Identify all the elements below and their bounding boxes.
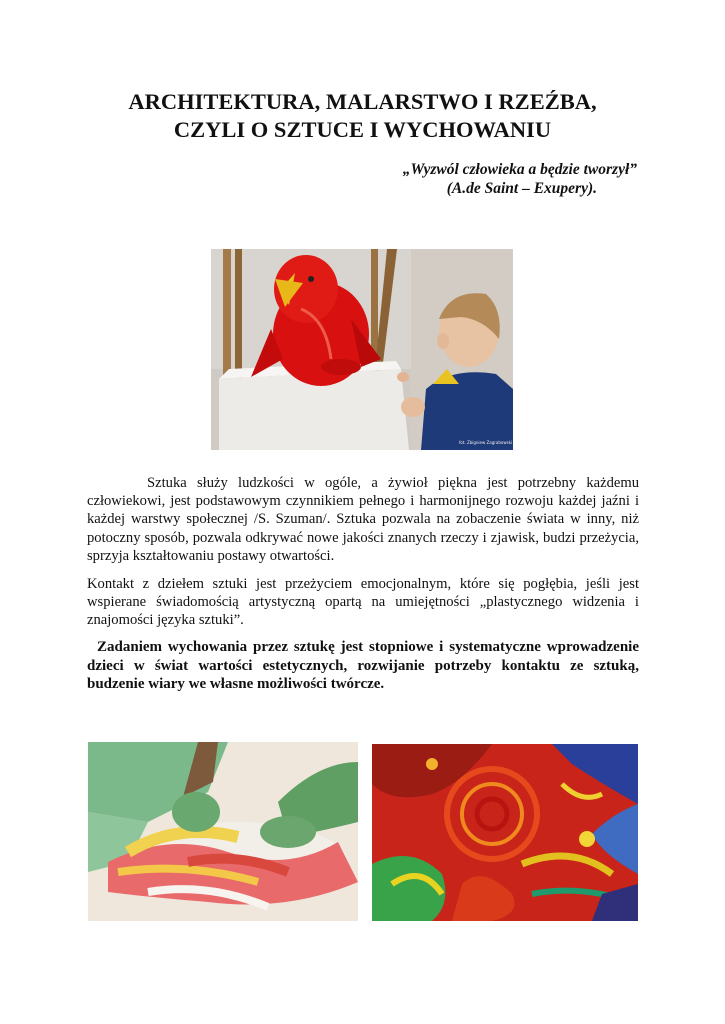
photo-finger-painting-image <box>88 742 358 921</box>
photo-abstract-painting <box>372 744 638 921</box>
quote-text: „Wyzwól człowieka a będzie tworzył” <box>402 161 637 178</box>
epigraph-quote <box>403 160 637 198</box>
paragraph-2: Kontakt z dziełem sztuki jest przeżyciem emocjonalnym, które się pogłębia, jeśli jest wspierane świadomością artystyczną opartą na umiejętności „plastycznego widzenia i znajomości języka sztuki”. <box>87 576 639 629</box>
quote-author: (A.de Saint – Exupery). <box>446 180 597 197</box>
paragraph-1: Sztuka służy ludzkości w ogóle, a żywioł piękna jest potrzebny każdemu człowiekowi, jest podstawowym czynnikiem pełnego i harmonijnego rozwoju każdej jaźni i każdej warstwy społecznej /S. Szuman/. Sztuka pozwala na zobaczenie świata w inny, niż potoczny sposób, pozwala odkrywać nowe jakości znanych rzeczy i zjawisk, budzi przeżycia, sprzyja kształtowaniu postawy otwartości. <box>87 475 639 564</box>
photo-finger-painting <box>88 742 358 921</box>
title-line-1: ARCHITEKTURA, MALARSTWO I RZEŹBA, <box>128 89 597 114</box>
page-title <box>60 88 665 144</box>
photo-child-sculpture-image <box>211 249 513 450</box>
photo-abstract-painting-image <box>372 744 638 921</box>
paragraph-3: Zadaniem wychowania przez sztukę jest stopniowe i systematyczne wprowadzenie dzieci w świat wartości estetycznych, rozwijanie potrzeby kontaktu ze sztuką, budzenie wiary we własne możliwości twórcze. <box>87 639 639 692</box>
photo-credit: fot. Zbigniew Zagrabowski <box>459 440 513 445</box>
title-line-2: CZYLI O SZTUCE I WYCHOWANIU <box>173 117 552 142</box>
photo-child-sculpture <box>211 249 513 450</box>
